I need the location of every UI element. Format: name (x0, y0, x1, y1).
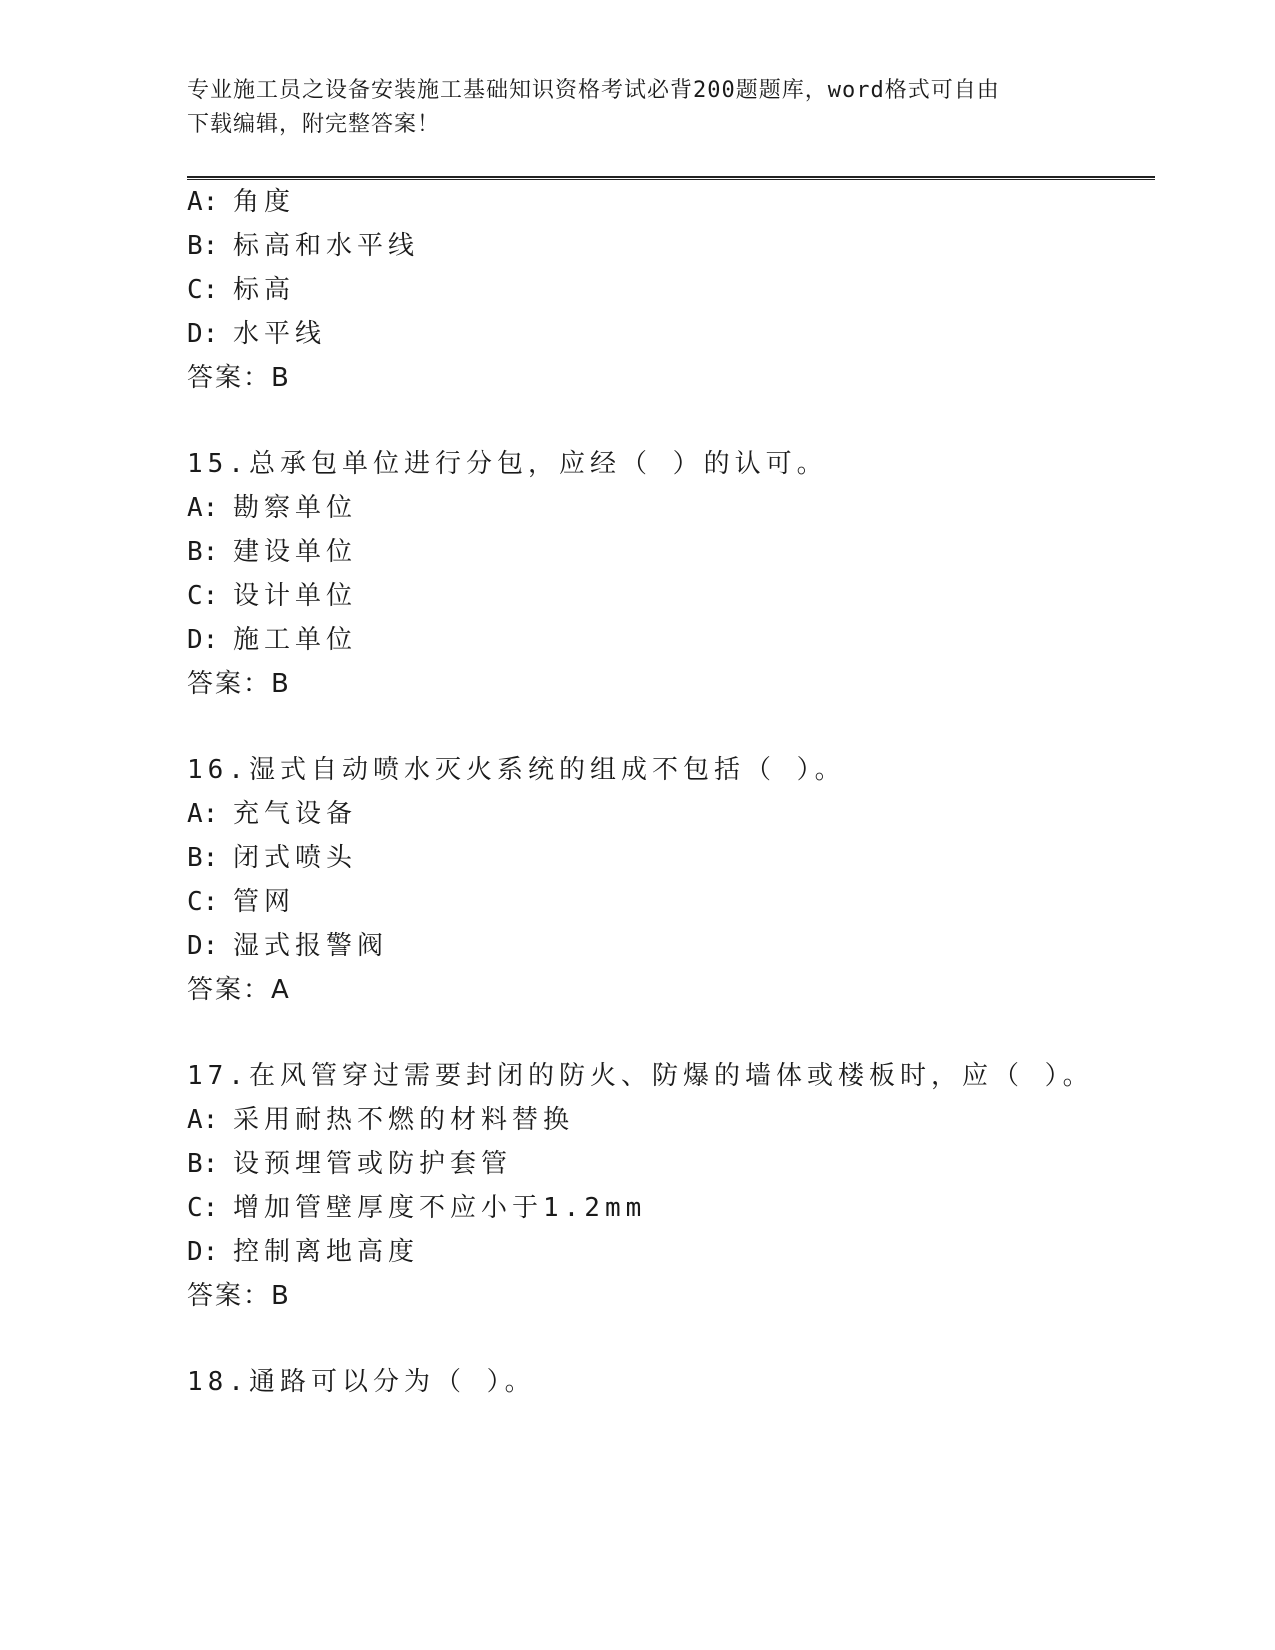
q15-option-c (187, 579, 357, 613)
option-text: 角度 (233, 187, 296, 217)
option-key: B: (187, 1149, 219, 1179)
q15-option-d (187, 623, 357, 657)
header-line-2: 下载编辑，附完整答案！ (187, 112, 441, 137)
option-key: D: (187, 931, 219, 961)
q16-question: 16.湿式自动喷水灭火系统的组成不包括（ ）。 (187, 755, 846, 785)
option-key: C: (187, 887, 219, 917)
option-key: A: (187, 187, 219, 217)
q14-option-a (187, 185, 295, 219)
option-key: B: (187, 537, 219, 567)
q15-option-b (187, 535, 357, 569)
q15-option-a (187, 491, 357, 525)
option-key: B: (187, 231, 219, 261)
option-key: A: (187, 1105, 219, 1135)
q17-answer: 答案：B (187, 1281, 291, 1311)
q16-option-a (187, 797, 357, 831)
option-text: 施工单位 (233, 625, 358, 655)
q17-option-a (187, 1103, 574, 1137)
option-text: 水平线 (233, 319, 327, 349)
option-key: A: (187, 799, 219, 829)
q16-answer: 答案：A (187, 975, 291, 1005)
q15-question: 15.总承包单位进行分包，应经（ ）的认可。 (187, 449, 828, 479)
option-key: D: (187, 319, 219, 349)
option-text: 湿式报警阀 (233, 931, 389, 961)
header-line-1: 专业施工员之设备安装施工基础知识资格考试必背200题题库，word格式可自由 (187, 78, 1000, 103)
header-divider (187, 176, 1155, 180)
option-key: C: (187, 581, 219, 611)
option-text: 标高 (233, 275, 296, 305)
document-header (187, 74, 1087, 142)
q15-answer: 答案：B (187, 669, 291, 699)
q17-option-d (187, 1235, 419, 1269)
option-text: 设预埋管或防护套管 (233, 1149, 513, 1179)
q17-option-c (187, 1191, 646, 1225)
q17-option-b (187, 1147, 512, 1181)
option-key: D: (187, 625, 219, 655)
option-text: 设计单位 (233, 581, 358, 611)
q14-option-b (187, 229, 419, 263)
option-key: C: (187, 275, 219, 305)
q16-option-c (187, 885, 295, 919)
q18-question: 18.通路可以分为（ ）。 (187, 1367, 536, 1397)
q14-option-d (187, 317, 326, 351)
option-text: 标高和水平线 (233, 231, 420, 261)
q14-answer: 答案：B (187, 363, 291, 393)
option-text: 增加管壁厚度不应小于1.2mm (233, 1193, 647, 1223)
option-key: C: (187, 1193, 219, 1223)
option-text: 闭式喷头 (233, 843, 358, 873)
option-key: D: (187, 1237, 219, 1267)
option-text: 勘察单位 (233, 493, 358, 523)
option-text: 控制离地高度 (233, 1237, 420, 1267)
option-text: 管网 (233, 887, 296, 917)
option-key: A: (187, 493, 219, 523)
q16-option-d (187, 929, 388, 963)
option-text: 采用耐热不燃的材料替换 (233, 1105, 575, 1135)
q17-question: 17.在风管穿过需要封闭的防火、防爆的墙体或楼板时，应（ ）。 (187, 1061, 1094, 1091)
option-text: 建设单位 (233, 537, 358, 567)
option-key: B: (187, 843, 219, 873)
q16-option-b (187, 841, 357, 875)
q14-option-c (187, 273, 295, 307)
option-text: 充气设备 (233, 799, 358, 829)
